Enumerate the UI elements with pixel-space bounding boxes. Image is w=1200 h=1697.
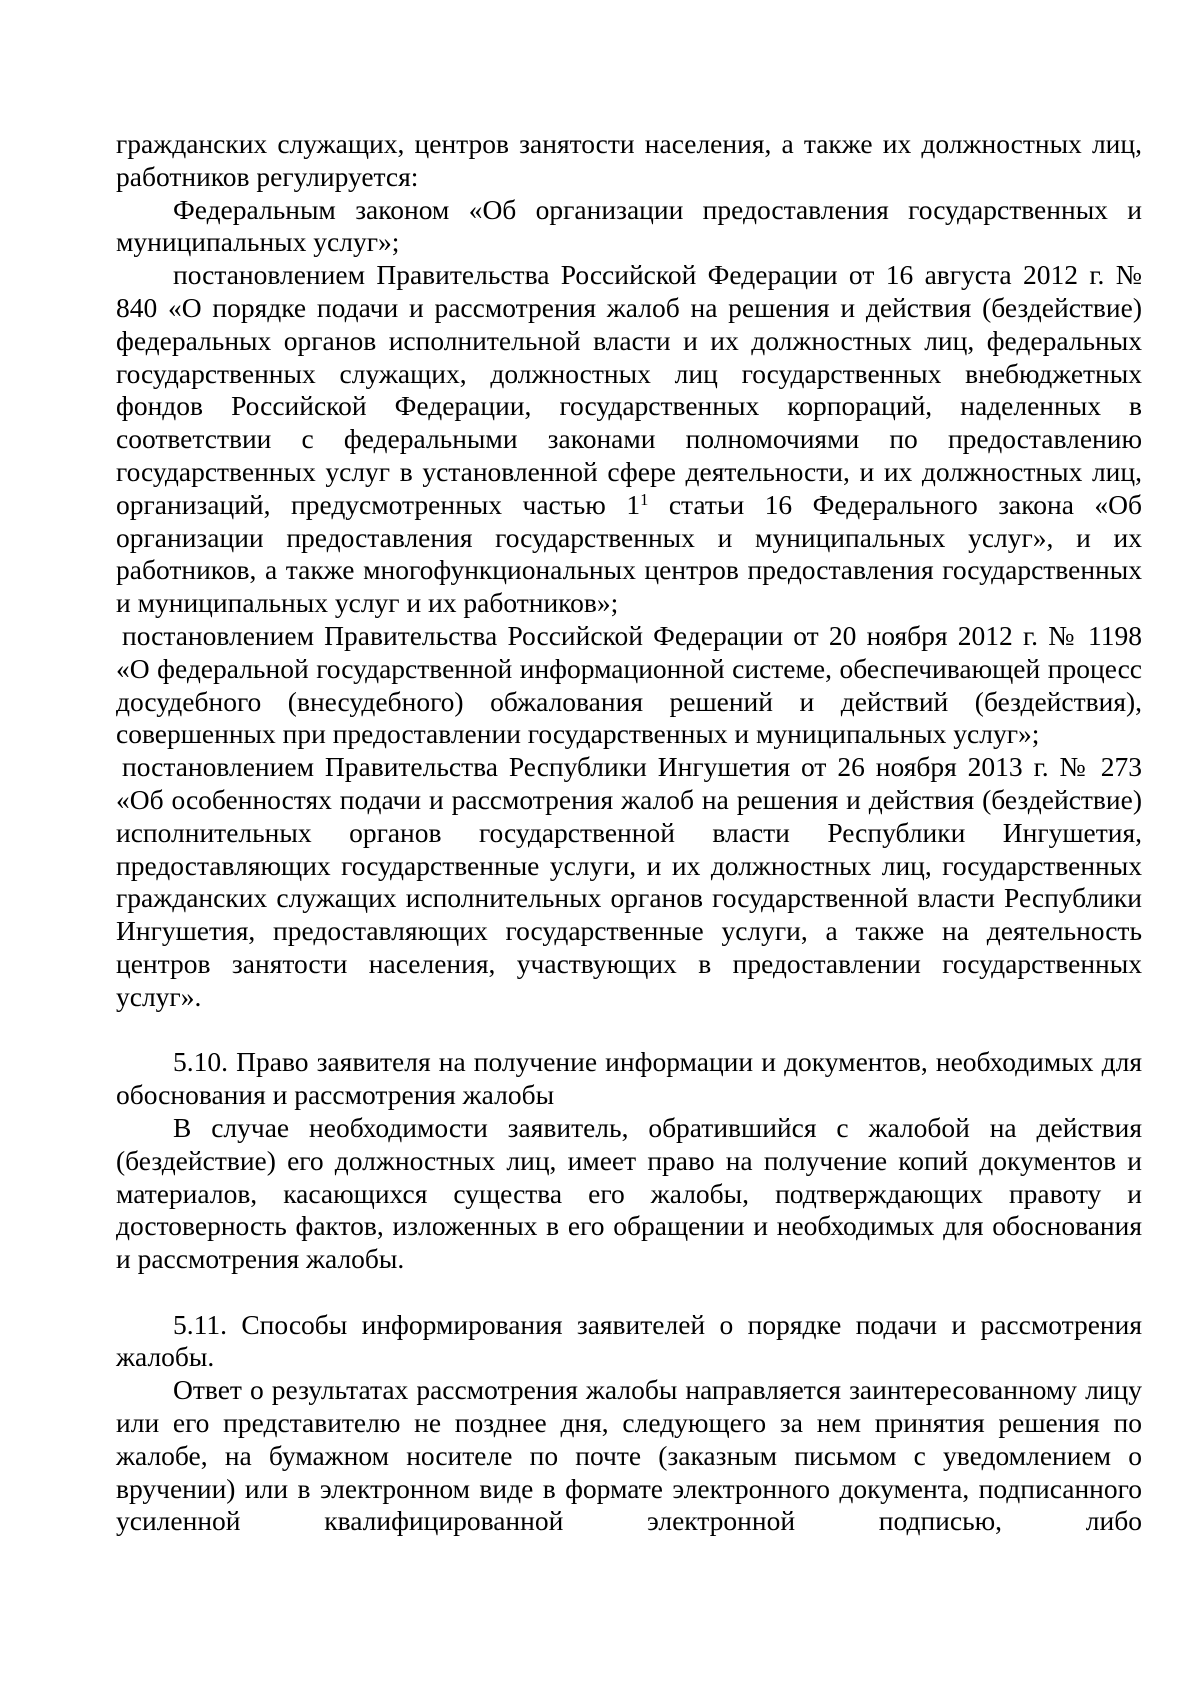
paragraph-right-to-documents: В случае необходимости заявитель, обратившийся с жалобой на действия (бездействие) его должностных лиц, имеет право на получение копий документов и материалов, касающихся существа его жалобы, подтверждающих правоту и достоверность фактов, изложенных в его обращении и необходимых для обоснования и рассмотрения жалобы.	[116, 1111, 1142, 1275]
paragraph-response-delivery: Ответ о результатах рассмотрения жалобы направляется заинтересованному лицу или его представителю не позднее дня, следующего за нем принятия решения по жалобе, на бумажном носителе по почте (заказным письмом с уведомлением о вручении) или в электронном виде в формате электронного документа, подписанного усиленной квалифицированной электронной подписью, либо	[116, 1374, 1142, 1537]
document-page	[116, 128, 1142, 1538]
superscript-part-number: 1	[640, 489, 649, 509]
section-heading-5-11: 5.11. Способы информирования заявителей о порядке подачи и рассмотрения жалобы.	[116, 1308, 1142, 1373]
section-heading-5-10: 5.10. Право заявителя на получение информации и документов, необходимых для обоснования и рассмотрения жалобы	[116, 1046, 1142, 1111]
decree-840-text-part-1: постановлением Правительства Российской Федерации от 16 августа 2012 г. № 840 «О порядке подачи и рассмотрения жалоб на решения и действия (бездействие) федеральных органов исполнительной власти и их должностных лиц, федеральных государственных служащих, должностных лиц государственных внебюджетных фондов Российской Федерации, государственных корпораций, наделенных в соответствии с федеральными законами полномочиями по предоставлению государственных услуг в установленной сфере деятельности, и их должностных лиц, организаций, предусмотренных частью 1	[116, 259, 1142, 520]
paragraph-federal-law: Федеральным законом «Об организации предоставления государственных и муниципальных услуг»;	[116, 193, 1142, 258]
paragraph-decree-273: постановлением Правительства Республики Ингушетия от 26 ноября 2013 г. № 273 «Об особенностях подачи и рассмотрения жалоб на решения и действия (бездействие) исполнительных органов государственной власти Республики Ингушетия, предоставляющих государственные услуги, и их должностных лиц, государственных гражданских служащих исполнительных органов государственной власти Республики Ингушетия, предоставляющих государственные услуги, а также на деятельность центров занятости населения, участвующих в предоставлении государственных услуг».	[116, 751, 1142, 1012]
paragraph-regulation-intro: гражданских служащих, центров занятости населения, а также их должностных лиц, работников регулируется:	[116, 128, 1142, 192]
paragraph-decree-840	[116, 259, 1142, 620]
decree-840-text-part-2: статьи 16 Федерального закона «Об организации предоставления государственных и муниципальных услуг», и их работников, а также многофункциональных центров предоставления государственных и муниципальных услуг и их работников»;	[116, 488, 1142, 619]
paragraph-decree-1198: постановлением Правительства Российской Федерации от 20 ноября 2012 г. № 1198 «О федеральной государственной информационной системе, обеспечивающей процесс досудебного (внесудебного) обжалования решений и действий (бездействия), совершенных при предоставлении государственных и муниципальных услуг»;	[116, 619, 1142, 750]
